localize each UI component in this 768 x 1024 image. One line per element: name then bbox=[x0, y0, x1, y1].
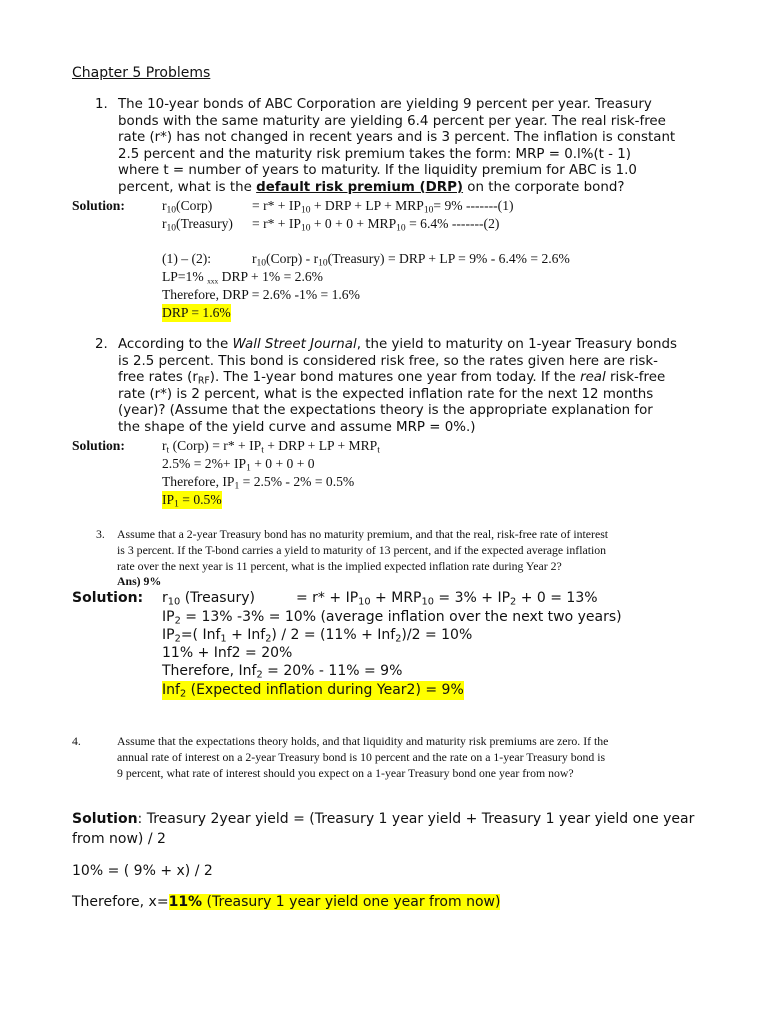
answer-highlight: 11% (Treasury 1 year yield one year from now) bbox=[168, 894, 501, 910]
problem-3-number: 3. bbox=[96, 527, 105, 541]
answer-highlight: $IP_1 = 0.5\%$ bbox=[162, 492, 222, 510]
equation-line: Therefore, DRP = 2.6% -1% = 1.6% bbox=[162, 287, 360, 302]
problem-4-number: 4. bbox=[72, 734, 81, 748]
equation-line: $r_{10}(Corp)$ - $r_{10}(Treasury)$ = DRP + LP = 9% - 6.4% = 2.6% bbox=[252, 251, 570, 269]
equation-line: Therefore, $IP_1 = 2.5\% - 2\% = 0.5\%$ bbox=[162, 474, 355, 492]
page-title: Chapter 5 Problems bbox=[72, 65, 211, 81]
equation-line: 10% = ( 9% + x) / 2 bbox=[72, 863, 213, 879]
solution-label: Solution: bbox=[72, 438, 125, 453]
equation-line: Therefore, x=11% (Treasury 1 year yield one year from now) bbox=[72, 894, 501, 910]
equation-line: $IP_2=$( Inf$_1$ + Inf$_2$) / 2 = (11% + Inf$_2$)/2 = 10% bbox=[162, 627, 473, 645]
equation-line: = $r* + IP_{10} + MRP_{10} = 3\% + IP_2 + 0 = 13\%$ bbox=[296, 590, 598, 608]
equation-line: $r_{10}$ (Treasury) bbox=[162, 590, 255, 608]
equation-line: $r_t$ (Corp) = $r* + IP_t$ + DRP + LP + $MRP_t$ bbox=[162, 438, 380, 456]
solution-line: from now) / 2 bbox=[72, 831, 166, 847]
equation-line: = $r* + IP_{10}$ + DRP + LP + $MRP_{10}= 9\%$ -------(1) bbox=[252, 198, 514, 216]
solution-label: Solution: bbox=[72, 590, 144, 606]
equation-line: = $r* + IP_{10} + 0 + 0 + MRP_{10} = 6.4\%$ -------(2) bbox=[252, 216, 500, 234]
solution-label: Solution bbox=[72, 811, 138, 827]
problem-2-number: 2. bbox=[95, 337, 108, 352]
problem-1-number: 1. bbox=[95, 97, 108, 112]
drp-emphasis: default risk premium (DRP) bbox=[256, 179, 464, 195]
equation-line: LP=1% xxx DRP + 1% = 2.6% bbox=[162, 269, 323, 286]
answer-highlight: DRP = 1.6% bbox=[162, 305, 231, 320]
equation-line: $r_{10}(Treasury)$ bbox=[162, 216, 233, 234]
equation-line: Therefore, Inf$_2$ = 20% - 11% = 9% bbox=[162, 663, 403, 681]
equation-line: 11% + Inf2 = 20% bbox=[162, 645, 293, 661]
solution-line: Solution: Treasury 2year yield = (Treasury 1 year yield + Treasury 1 year yield one year bbox=[72, 811, 695, 827]
answer-highlight: Inf$_2$ (Expected inflation during Year2) = 9% bbox=[162, 682, 464, 700]
equation-line: $IP_2 = 13\%$ -3% = 10% (average inflation over the next two years) bbox=[162, 609, 622, 627]
equation-line: $r_{10}(Corp)$ bbox=[162, 198, 213, 216]
equation-line: (1) – (2): bbox=[162, 251, 212, 266]
equation-line: $2.5\% = 2\%+ IP_1 + 0 + 0 + 0$ bbox=[162, 456, 315, 474]
answer-note: Ans) 9% bbox=[117, 574, 162, 588]
solution-label: Solution: bbox=[72, 198, 125, 213]
